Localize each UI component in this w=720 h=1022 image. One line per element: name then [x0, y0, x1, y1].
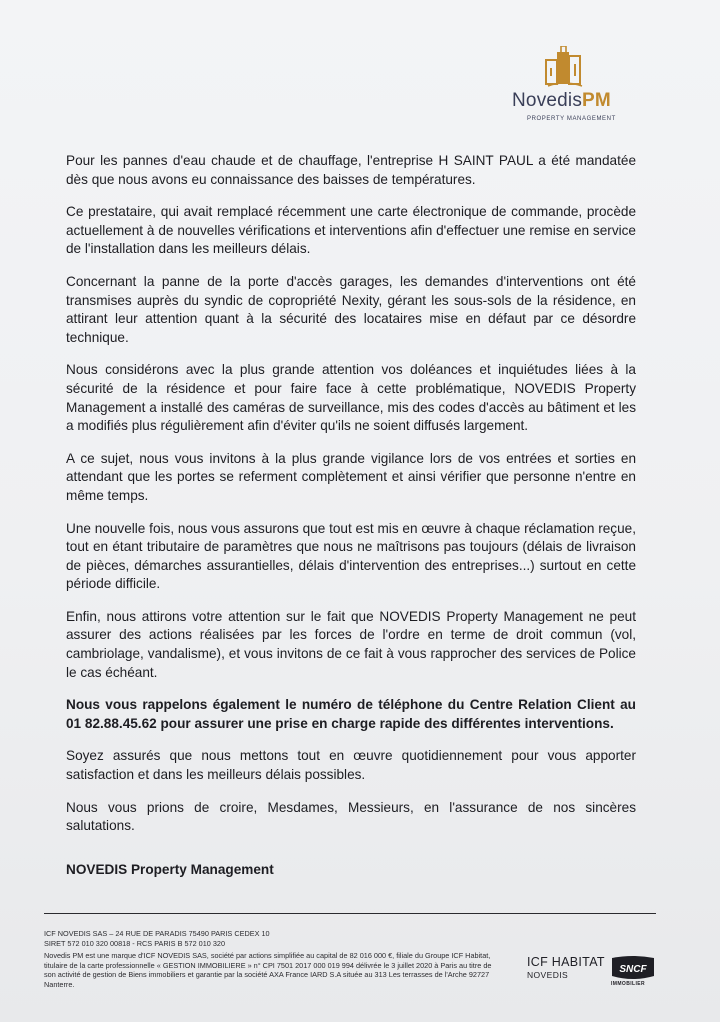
logo-tagline: PROPERTY MANAGEMENT [527, 116, 616, 122]
paragraph: Enfin, nous attirons votre attention sur le fait que NOVEDIS Property Management ne peut assurer des actions réalisées par les forces de l'ordre en terme de droit commun (vol, cambriolage, vandalisme), et vous invitons de ce fait à vous rapprocher des services de Police le cas échéant. [66, 608, 636, 680]
building-logo-icon [542, 46, 588, 88]
closing-paragraph: Soyez assurés que nous mettons tout en œuvre quotidiennement pour vous apporter satisfaction et dans les meilleurs délais possibles. [66, 748, 636, 783]
paragraph: Concernant la panne de la porte d'accès garages, les demandes d'interventions ont été transmises auprès du syndic de copropriété Nexity, gérant les sous-sols de la résidence, en attirant leur attention quant à la sécurité des locataires mise en défaut par ce désordre technique. [66, 273, 636, 345]
paragraph: Nous considérons avec la plus grande attention vos doléances et inquiétudes liées à la sécurité de la résidence et pour faire face à cette problématique, NOVEDIS Property Management a installé des caméras de surveillance, mis des codes d'accès au bâtiment et les a modifiés plus régulièrement afin d'éviter qu'ils ne soient diffusés largement. [66, 362, 636, 434]
novedis-label: NOVEDIS [527, 970, 569, 980]
sncf-immobilier-label: IMMOBILIER [611, 981, 645, 987]
footer-legal-text: Novedis PM est une marque d'ICF NOVEDIS SAS, société par actions simplifiée au capital de 82 016 000 €, filiale du Groupe ICF Habitat, titulaire de la carte professionnelle « GESTION IMMOBILIERE » n° CPI 7501 2017 000 019 994 délivrée le 3 juillet 2020 à Paris au titre de son activité de gestion de Biens immobiliers et garantie par la société AXA France IARD S.A située au 313 Les terrasses de l'Arche 92727 Nanterre. [44, 951, 492, 989]
letter-body [66, 152, 636, 893]
footer-siret: SIRET 572 010 320 00818 - RCS PARIS B 572 010 320 [44, 938, 226, 948]
footer-address: ICF NOVEDIS SAS – 24 RUE DE PARADIS 75490 PARIS CEDEX 10 [44, 929, 270, 938]
icf-habitat-label: ICF HABITAT [527, 955, 605, 969]
paragraph: Une nouvelle fois, nous vous assurons que tout est mis en œuvre à chaque réclamation reçue, tout en étant tributaire de paramètres que nous ne maîtrisons pas toujours (délais de livraison de pièces, démarches assurantielles, délais d'intervention des entreprises...) surtout en cette période difficile. [66, 520, 636, 592]
footer-divider [44, 913, 656, 914]
paragraph: A ce sujet, nous vous invitons à la plus grande vigilance lors de vos entrées et sorties en attendant que les portes se referment complètement et ainsi vérifier que personne n'entre en même temps. [66, 450, 636, 503]
signature: NOVEDIS Property Management [66, 861, 274, 877]
paragraph: Ce prestataire, qui avait remplacé récemment une carte électronique de commande, procède actuellement à de nouvelles vérifications et interventions afin d'effectuer une remise en service de l'installation dans les meilleurs délais. [66, 204, 636, 257]
paragraph: Pour les pannes d'eau chaude et de chauffage, l'entreprise H SAINT PAUL a été mandatée dès que nous avons eu connaissance des baisses de températures. [66, 153, 636, 187]
footer-legal [44, 929, 504, 990]
phone-notice: Nous vous rappelons également le numéro de téléphone du Centre Relation Client au 01 82.88.45.62 pour assurer une prise en charge rapide des différentes interventions. [66, 697, 636, 731]
sncf-logo-text: SNCF [619, 964, 647, 975]
closing-salutation: Nous vous prions de croire, Mesdames, Messieurs, en l'assurance de nos sincères salutations. [66, 799, 636, 834]
logo-name: NovedisPM [512, 90, 611, 111]
